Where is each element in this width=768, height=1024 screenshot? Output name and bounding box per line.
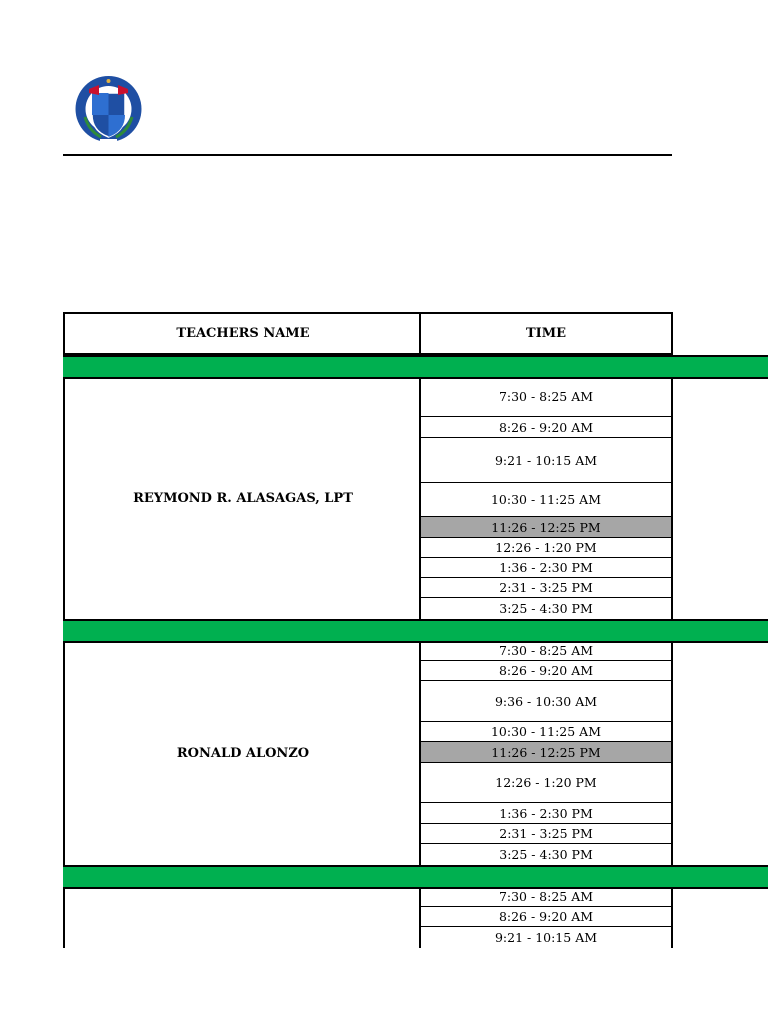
time-slot: 2:31 - 3:25 PM: [421, 578, 671, 598]
time-slot: 10:30 - 11:25 AM: [421, 483, 671, 517]
section-band: [63, 619, 768, 643]
time-slot: 8:26 - 9:20 AM: [421, 661, 671, 681]
time-slot-break: 11:26 - 12:25 PM: [421, 742, 671, 763]
time-slot-break: 11:26 - 12:25 PM: [421, 517, 671, 538]
time-slots: [419, 641, 673, 865]
time-slot: 7:30 - 8:25 AM: [421, 887, 671, 907]
header-divider: [63, 154, 672, 156]
time-slot: 9:21 - 10:15 AM: [421, 438, 671, 483]
school-seal-logo: [75, 73, 142, 151]
time-slots: [419, 377, 673, 619]
column-header-teachers-name: TEACHERS NAME: [63, 312, 421, 355]
time-slot: 1:36 - 2:30 PM: [421, 803, 671, 824]
teacher-name: [63, 887, 421, 948]
time-slots: [419, 887, 673, 948]
section-band: [63, 355, 768, 379]
time-slot: 7:30 - 8:25 AM: [421, 377, 671, 417]
time-slot: 3:25 - 4:30 PM: [499, 847, 593, 862]
teacher-name: REYMOND R. ALASAGAS, LPT: [63, 377, 421, 619]
time-slot: 10:30 - 11:25 AM: [421, 722, 671, 742]
time-slot: 12:26 - 1:20 PM: [421, 538, 671, 558]
time-slot: 9:21 - 10:15 AM: [494, 930, 598, 945]
time-slot: 1:36 - 2:30 PM: [421, 558, 671, 578]
teacher-schedule-table: [63, 312, 673, 948]
section-band: [63, 865, 768, 889]
time-slot: 9:36 - 10:30 AM: [421, 681, 671, 722]
time-slot: 3:25 - 4:30 PM: [499, 601, 593, 616]
time-slot: 2:31 - 3:25 PM: [421, 824, 671, 844]
time-slot: 8:26 - 9:20 AM: [421, 417, 671, 438]
column-header-time: TIME: [419, 312, 673, 355]
time-slot: 12:26 - 1:20 PM: [421, 763, 671, 803]
teacher-name: RONALD ALONZO: [63, 641, 421, 865]
time-slot: 7:30 - 8:25 AM: [421, 641, 671, 661]
time-slot: 8:26 - 9:20 AM: [421, 907, 671, 927]
